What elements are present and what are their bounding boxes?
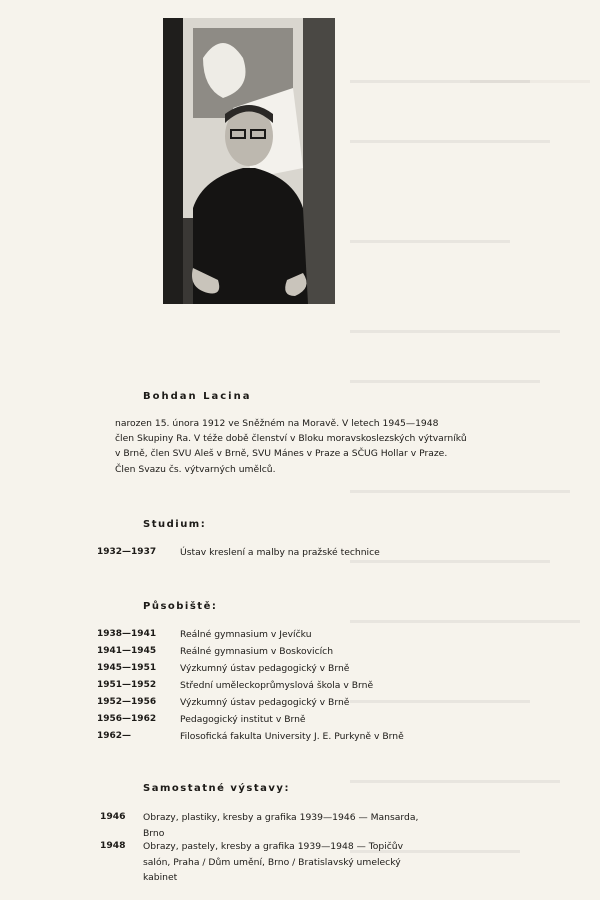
exhibition-line: Brno	[143, 827, 165, 839]
bio-line: v Brně, člen SVU Aleš v Brně, SVU Mánes v Praze a SČUG Hollar v Praze.	[115, 448, 448, 460]
bio-line: narozen 15. února 1912 ve Sněžném na Moravě. V letech 1945—1948	[115, 418, 439, 429]
entry-years: 1956—1962	[97, 714, 157, 724]
entry-years: 1932—1937	[97, 547, 157, 557]
entry-years: 1951—1952	[97, 680, 157, 690]
artist-name: Bohdan Lacina	[143, 391, 252, 402]
entry-years: 1938—1941	[97, 629, 157, 639]
exhibition-line: salón, Praha / Dům umění, Brno / Bratislavský umelecký	[143, 856, 401, 868]
entry-text: Střední uměleckoprůmyslová škola v Brně	[180, 680, 374, 691]
entry-text: Výzkumný ústav pedagogický v Brně	[180, 697, 350, 708]
exhibition-line: kabinet	[143, 872, 178, 883]
entry-years: 1945—1951	[97, 663, 157, 673]
vystavy-heading: Samostatné výstavy:	[143, 783, 290, 794]
exhibition-year: 1948	[100, 840, 126, 851]
exhibition-text	[143, 810, 463, 841]
entry-text: Ústav kreslení a malby na pražské technice	[180, 547, 380, 558]
entry-text: Výzkumný ústav pedagogický v Brně	[180, 663, 350, 674]
entry-years: 1952—1956	[97, 697, 157, 707]
artist-portrait-photo	[163, 18, 335, 304]
bio-line: Člen Svazu čs. výtvarných umělců.	[115, 463, 276, 475]
portrait-photo-icon	[163, 18, 335, 304]
exhibition-text	[143, 839, 463, 886]
entry-text: Reálné gymnasium v Jevíčku	[180, 629, 312, 640]
bio-line: člen Skupiny Ra. V téže době členství v Bloku moravskoslezských výtvarníků	[115, 433, 467, 445]
entry-text: Reálné gymnasium v Boskovicích	[180, 646, 334, 657]
entry-text: Pedagogický institut v Brně	[180, 714, 306, 725]
entry-years: 1962—	[97, 731, 132, 741]
artist-bio	[115, 416, 475, 477]
exhibition-line: Obrazy, pastely, kresby a grafika 1939—1948 — Topičův	[143, 841, 404, 852]
exhibition-line: Obrazy, plastiky, kresby a grafika 1939—1946 — Mansarda,	[143, 812, 419, 823]
entry-years: 1941—1945	[97, 646, 157, 656]
studium-heading: Studium:	[143, 519, 207, 530]
pusobiste-heading: Působiště:	[143, 601, 218, 612]
exhibition-year: 1946	[100, 811, 126, 822]
entry-text: Filosofická fakulta University J. E. Purkyně v Brně	[180, 731, 404, 742]
